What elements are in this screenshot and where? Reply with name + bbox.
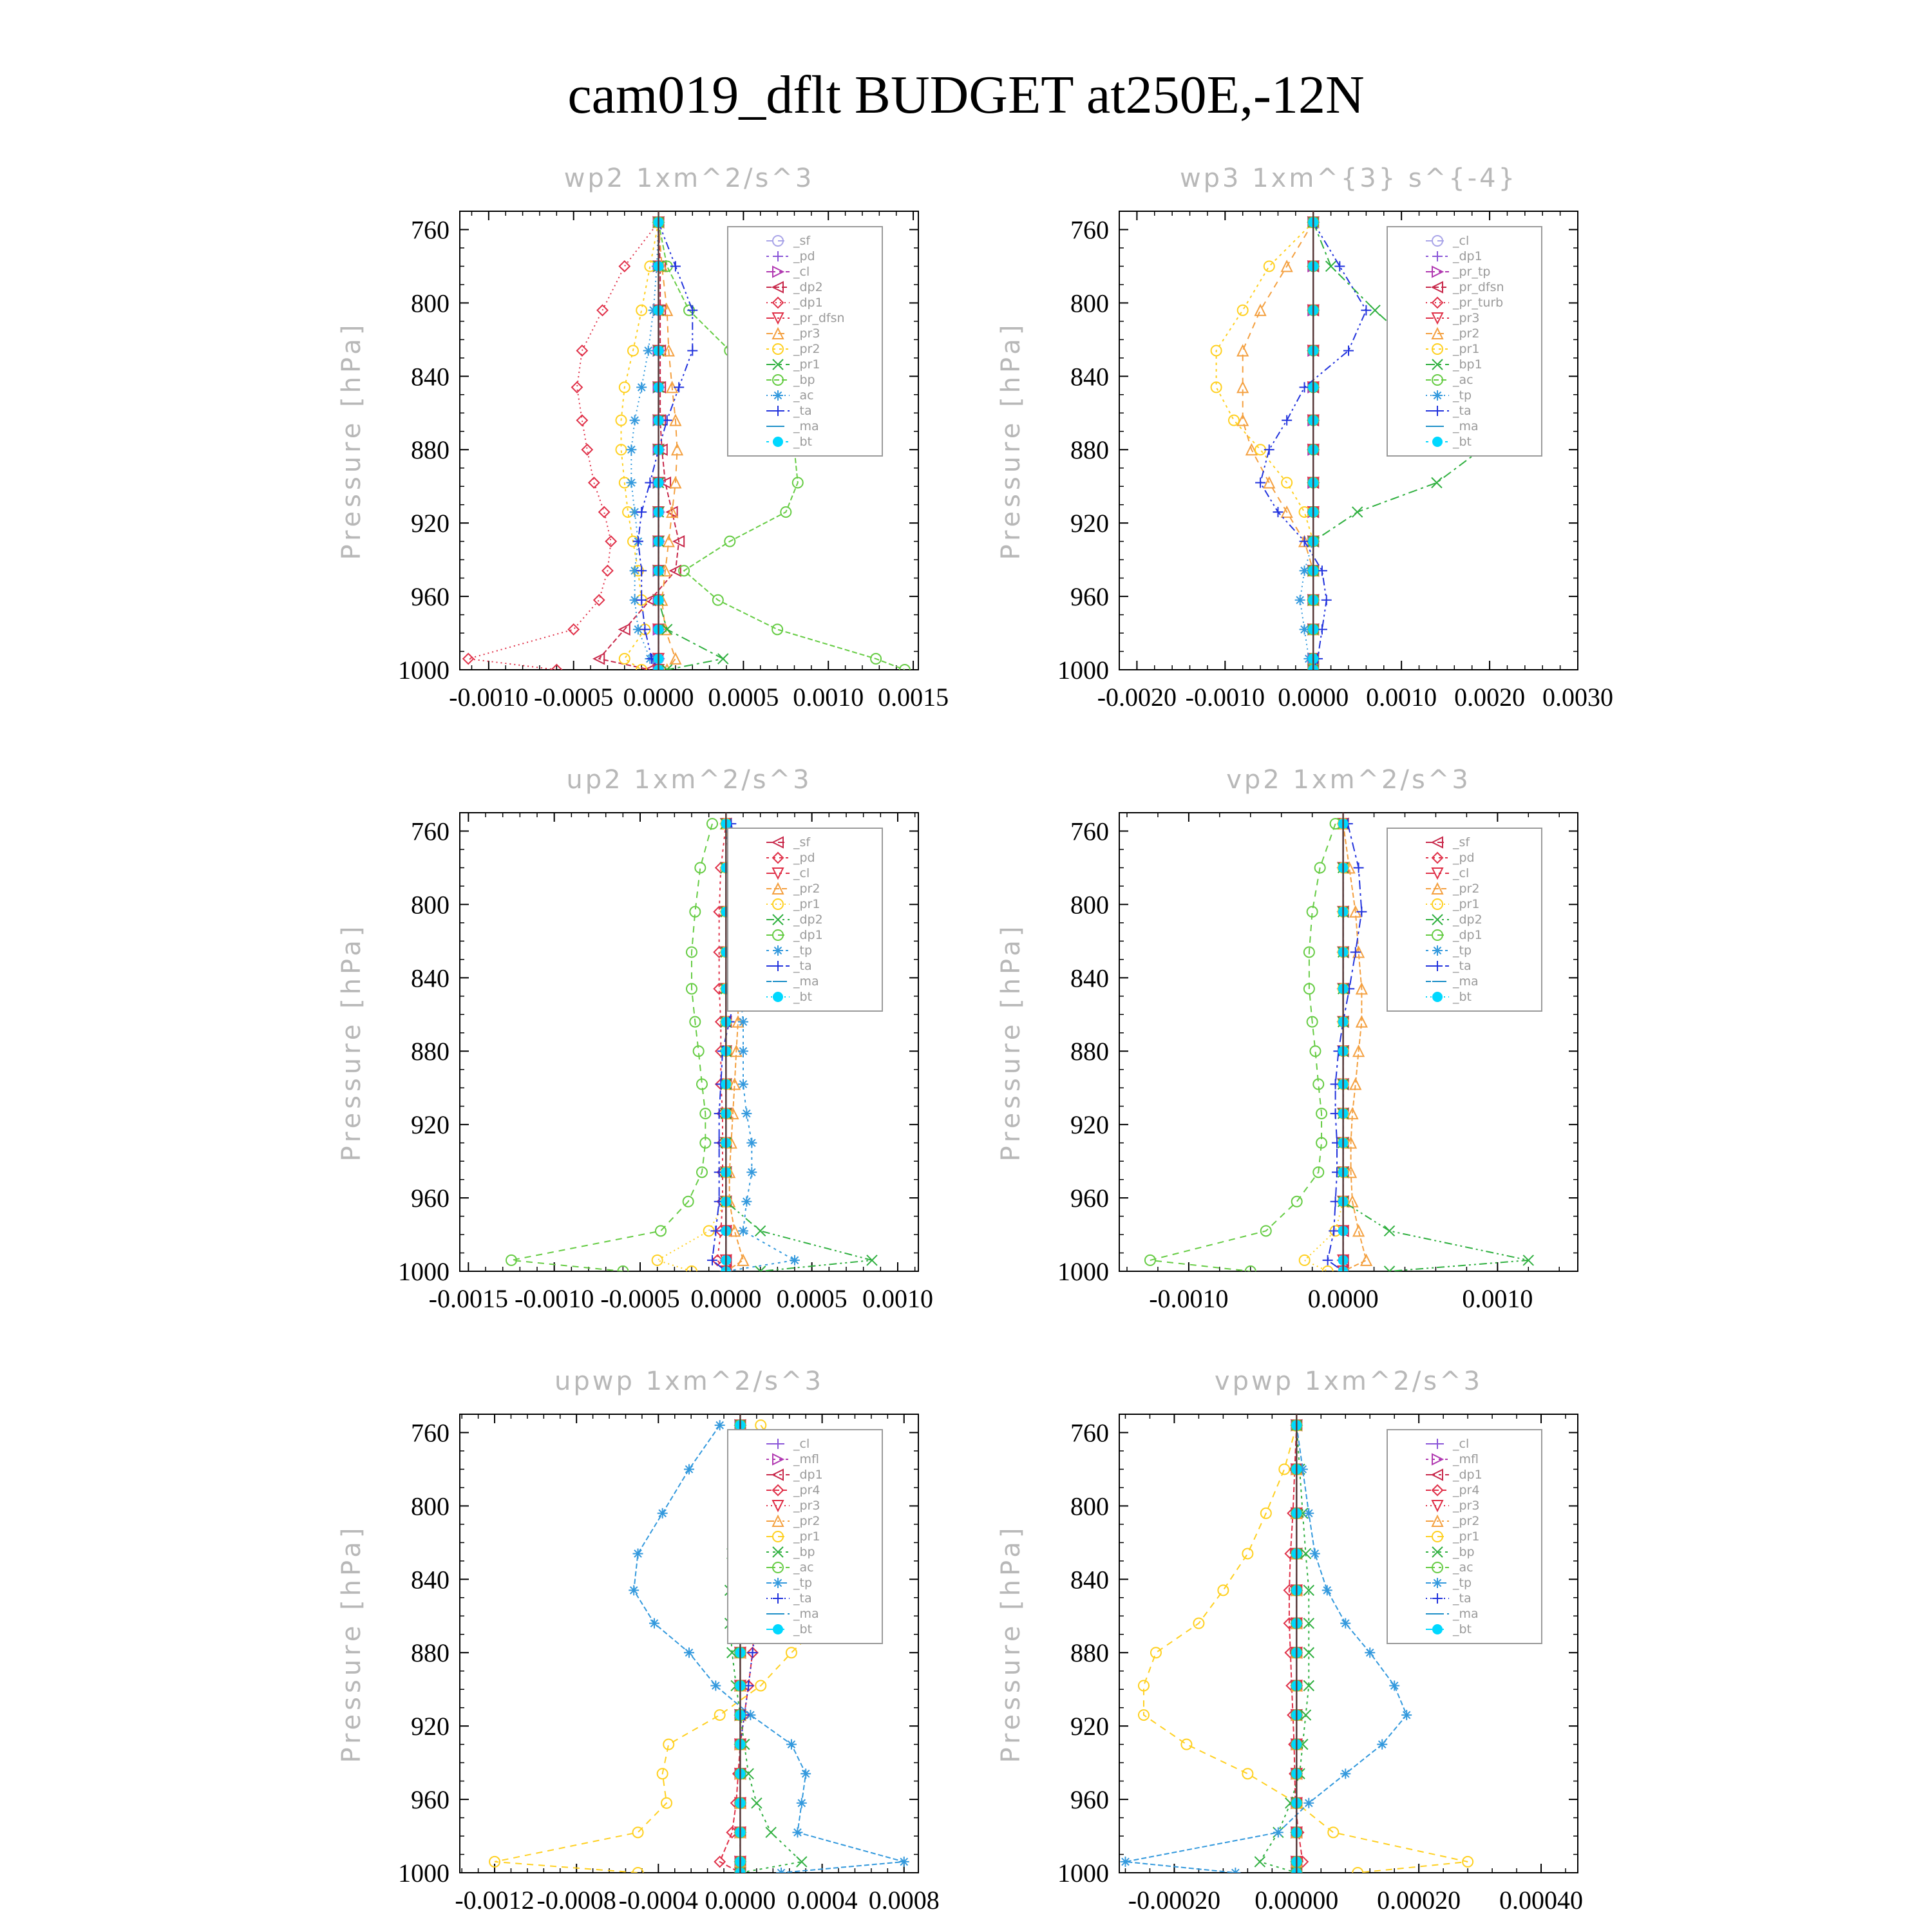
x-tick-label: 0.0020 (1454, 683, 1526, 712)
data-point (1354, 862, 1364, 873)
legend-marker (773, 945, 783, 956)
data-point (1323, 1255, 1333, 1265)
y-tick-label: 800 (1070, 289, 1109, 318)
x-tick-label: 0.00040 (1499, 1886, 1584, 1915)
data-point (899, 1857, 909, 1867)
legend-label: _tp (793, 1576, 813, 1590)
legend-label: _bt (793, 435, 813, 449)
legend-label: _bp (793, 373, 815, 387)
data-point (738, 1046, 748, 1056)
legend-marker (773, 992, 783, 1002)
legend-label: _dp1 (793, 296, 823, 310)
panel-title: wp3 1xm^{3} s^{-4} (1179, 164, 1518, 193)
legend-label: _pr2 (1453, 1514, 1480, 1528)
y-tick-label: 800 (411, 289, 450, 318)
y-axis-label: Pressure [hPa] (996, 321, 1026, 560)
legend-label: _pr2 (1453, 882, 1480, 896)
y-axis-label: Pressure [hPa] (996, 1524, 1026, 1763)
data-point (1255, 478, 1265, 488)
data-point (1361, 1255, 1372, 1265)
legend-label: _mfl (1453, 1452, 1479, 1466)
data-point (1255, 305, 1265, 316)
data-point (626, 478, 636, 488)
legend-label: _dp1 (793, 1468, 823, 1482)
data-point (620, 654, 630, 664)
legend-label: _sf (1453, 835, 1470, 849)
data-point (1255, 444, 1265, 455)
data-point (1292, 1197, 1302, 1207)
data-point (738, 1255, 748, 1265)
legend-marker (773, 1578, 783, 1588)
y-tick-label: 1000 (398, 656, 450, 685)
y-tick-label: 760 (411, 215, 450, 245)
data-point (715, 1710, 725, 1720)
chart-panel-1 (337, 164, 949, 712)
data-point (786, 1647, 797, 1658)
data-point (738, 1226, 748, 1236)
legend-marker (773, 1624, 783, 1634)
data-point (755, 1226, 766, 1236)
x-tick-label: 0.0000 (1307, 1284, 1379, 1313)
data-point (658, 1508, 668, 1519)
data-point (1326, 261, 1336, 271)
panel-title: upwp 1xm^2/s^3 (554, 1367, 824, 1396)
data-point (797, 1798, 807, 1808)
x-tick-label: -0.0010 (1185, 683, 1265, 712)
x-tick-label: -0.0020 (1097, 683, 1177, 712)
data-point (741, 1197, 752, 1207)
legend-label: _pr1 (793, 357, 820, 372)
legend-label: _sf (793, 234, 811, 248)
legend-label: _pd (793, 249, 815, 263)
data-point (1432, 478, 1442, 488)
y-tick-label: 840 (411, 1565, 450, 1595)
y-tick-label: 800 (411, 1492, 450, 1521)
legend-label: _pr_turb (1453, 296, 1504, 310)
data-point (1218, 1585, 1228, 1595)
y-tick-label: 960 (1070, 1785, 1109, 1815)
legend-label: _ta (793, 1591, 812, 1605)
data-point (687, 345, 697, 355)
legend-label: _pr_dfsn (1453, 280, 1504, 294)
data-point (643, 345, 654, 355)
legend-label: _pr1 (1453, 342, 1480, 356)
legend-label: _dp2 (1453, 913, 1482, 927)
legend-label: _ma (793, 974, 819, 989)
y-tick-label: 1000 (1057, 1859, 1109, 1888)
data-point (718, 654, 728, 664)
y-tick-label: 960 (1070, 1184, 1109, 1213)
data-point (652, 1255, 663, 1265)
data-point (582, 444, 592, 455)
data-point (1229, 415, 1239, 426)
data-point (636, 382, 647, 392)
data-point (786, 1739, 797, 1750)
legend-label: _pr1 (1453, 1530, 1480, 1544)
chart-panel-4 (996, 765, 1578, 1313)
legend-label: _mfl (793, 1452, 819, 1466)
legend-label: _pr_tp (1453, 265, 1491, 279)
data-point (741, 1108, 752, 1119)
legend-label: _dp1 (1453, 928, 1482, 942)
data-point (599, 507, 609, 517)
legend-label: _pd (793, 851, 815, 865)
data-point (633, 1548, 643, 1558)
data-point (1329, 1226, 1339, 1236)
x-tick-label: -0.0005 (600, 1284, 680, 1313)
legend-label: _ta (1453, 1591, 1472, 1605)
legend-label: _pd (1453, 851, 1475, 865)
y-tick-label: 880 (1070, 1037, 1109, 1066)
y-tick-label: 920 (1070, 1712, 1109, 1741)
legend-label: _pr2 (793, 882, 820, 896)
chart-panel-5 (337, 1367, 940, 1915)
y-tick-label: 920 (1070, 1110, 1109, 1140)
x-tick-label: -0.0015 (428, 1284, 508, 1313)
legend-label: _ta (793, 959, 812, 973)
x-tick-label: 0.0008 (868, 1886, 940, 1915)
data-point (772, 624, 782, 634)
data-point (715, 1420, 725, 1430)
data-point (1242, 1548, 1253, 1558)
legend-label: _ma (1453, 974, 1479, 989)
data-point (738, 1017, 748, 1027)
x-tick-label: -0.0010 (449, 683, 529, 712)
y-tick-label: 880 (411, 1638, 450, 1668)
x-tick-label: 0.0000 (690, 1284, 762, 1313)
y-tick-label: 760 (1070, 1418, 1109, 1448)
legend-label: _ac (1453, 1560, 1473, 1575)
y-tick-label: 960 (1070, 582, 1109, 612)
legend-marker (1432, 992, 1443, 1002)
series-line-dp1 (511, 824, 712, 1271)
y-tick-label: 920 (1070, 509, 1109, 538)
legend-label: _bt (1453, 990, 1472, 1004)
series-line-dp1 (1150, 824, 1336, 1271)
data-point (746, 1167, 757, 1177)
legend-marker (773, 437, 783, 447)
data-point (752, 1798, 762, 1808)
x-tick-label: 0.0000 (1278, 683, 1349, 712)
data-point (670, 261, 681, 271)
x-tick-label: 0.0010 (793, 683, 864, 712)
legend-label: _sf (793, 835, 811, 849)
data-point (663, 1739, 674, 1750)
data-point (1300, 624, 1310, 634)
data-point (656, 1226, 666, 1236)
figure-title: cam019_dflt BUDGET at250E,-12N (567, 65, 1365, 125)
x-tick-label: 0.0000 (705, 1886, 776, 1915)
data-point (1321, 595, 1332, 605)
y-tick-label: 760 (411, 817, 450, 846)
y-tick-label: 880 (411, 1037, 450, 1066)
data-point (1389, 1681, 1399, 1691)
legend-label: _ma (793, 1607, 819, 1621)
data-point (674, 382, 684, 392)
x-tick-label: -0.00020 (1128, 1886, 1221, 1915)
data-point (1264, 261, 1274, 271)
y-tick-label: 800 (1070, 1492, 1109, 1521)
y-tick-label: 1000 (1057, 1257, 1109, 1286)
legend-label: _pr3 (793, 327, 820, 341)
legend-marker (1432, 390, 1443, 401)
y-tick-label: 880 (411, 435, 450, 465)
y-axis-label: Pressure [hPa] (337, 922, 366, 1162)
legend-label: _ma (793, 419, 819, 433)
y-tick-label: 840 (1070, 1565, 1109, 1595)
data-point (1334, 261, 1345, 271)
y-tick-label: 920 (411, 509, 450, 538)
legend-label: _pr3 (793, 1499, 820, 1513)
data-point (1303, 1508, 1314, 1519)
data-point (606, 536, 616, 547)
legend-label: _dp1 (1453, 1468, 1482, 1482)
y-tick-label: 840 (411, 963, 450, 993)
data-point (1181, 1739, 1191, 1750)
legend-label: _dp1 (1453, 249, 1482, 263)
legend-marker (1432, 1578, 1443, 1588)
data-point (1322, 1585, 1332, 1595)
legend-label: _tp (1453, 943, 1472, 958)
data-point (800, 1768, 811, 1779)
x-tick-label: 0.0030 (1542, 683, 1613, 712)
x-tick-label: -0.0004 (618, 1886, 698, 1915)
legend-label: _ma (1453, 1607, 1479, 1621)
data-point (1354, 1226, 1364, 1236)
legend-label: _pr2 (793, 342, 820, 356)
x-tick-label: 0.0010 (1462, 1284, 1533, 1313)
legend-label: _cl (793, 265, 810, 279)
data-point (792, 1827, 802, 1837)
data-point (1242, 1768, 1253, 1779)
legend-marker (1432, 1624, 1443, 1634)
data-point (1279, 1464, 1289, 1474)
y-tick-label: 760 (411, 1418, 450, 1448)
legend-label: _pr4 (1453, 1483, 1480, 1497)
panels (337, 164, 1613, 1915)
series-line-dp1 (468, 222, 658, 670)
data-point (670, 654, 681, 664)
x-tick-label: 0.0004 (786, 1886, 858, 1915)
legend-label: _bt (793, 1622, 813, 1636)
legend-label: _bp1 (1453, 357, 1482, 372)
legend-label: _tp (1453, 1576, 1472, 1590)
data-point (569, 624, 579, 634)
legend-marker (773, 390, 783, 401)
data-point (1356, 907, 1367, 917)
data-point (1295, 595, 1305, 605)
panel-title: vp2 1xm^2/s^3 (1226, 765, 1471, 795)
legend-label: _bt (793, 990, 813, 1004)
data-point (636, 305, 647, 316)
legend-label: _pr3 (1453, 1499, 1480, 1513)
y-tick-label: 840 (1070, 362, 1109, 392)
series-line-pr1 (658, 824, 726, 1271)
data-point (629, 1585, 639, 1595)
y-tick-label: 960 (411, 1184, 450, 1213)
data-point (620, 261, 630, 271)
y-axis-label: Pressure [hPa] (996, 922, 1026, 1162)
x-tick-label: 0.0000 (623, 683, 694, 712)
y-tick-label: 760 (1070, 215, 1109, 245)
legend-label: _pr1 (1453, 897, 1480, 911)
data-point (1255, 1857, 1265, 1867)
series-line-tp (1125, 1425, 1406, 1873)
y-tick-label: 920 (411, 1712, 450, 1741)
data-point (1385, 1226, 1395, 1236)
legend-label: _bt (1453, 435, 1472, 449)
legend-label: _bp (793, 1545, 815, 1559)
y-tick-label: 840 (1070, 963, 1109, 993)
legend-label: _dp2 (793, 280, 823, 294)
y-tick-label: 1000 (398, 1257, 450, 1286)
data-point (1303, 1647, 1314, 1658)
legend-label: _ta (793, 404, 812, 418)
x-tick-label: 0.0005 (776, 1284, 848, 1313)
data-point (1282, 415, 1292, 426)
legend-label: _ac (793, 388, 814, 402)
legend-label: _ta (1453, 959, 1472, 973)
data-point (1273, 1827, 1283, 1837)
legend-label: _pr3 (1453, 311, 1480, 325)
legend-label: _tp (1453, 388, 1472, 402)
data-point (630, 415, 640, 426)
legend-marker (1432, 945, 1443, 956)
data-point (1401, 1710, 1412, 1720)
data-point (687, 305, 697, 316)
data-point (1328, 1827, 1338, 1837)
data-point (1352, 507, 1363, 517)
legend-label: _cl (793, 1437, 810, 1451)
y-tick-label: 760 (1070, 817, 1109, 846)
x-tick-label: 0.0010 (1366, 683, 1437, 712)
legend-label: _bp (1453, 1545, 1475, 1559)
data-point (1230, 1868, 1240, 1878)
data-point (1151, 1647, 1161, 1658)
legend-label: _pr_dfsn (793, 311, 845, 325)
legend-label: _pr2 (1453, 327, 1480, 341)
legend-label: _ta (1453, 404, 1472, 418)
legend-label: _tp (793, 943, 813, 958)
data-point (748, 1647, 758, 1658)
data-point (463, 654, 473, 664)
data-point (626, 444, 636, 455)
legend-label: _pr1 (793, 897, 820, 911)
data-point (746, 1138, 757, 1148)
legend-label: _ac (1453, 373, 1473, 387)
y-tick-label: 920 (411, 1110, 450, 1140)
legend-label: _pr1 (793, 1530, 820, 1544)
panel-title: wp2 1xm^2/s^3 (564, 164, 815, 193)
data-point (1300, 565, 1310, 576)
data-point (1310, 1548, 1320, 1558)
x-tick-label: -0.0005 (534, 683, 614, 712)
y-tick-label: 800 (411, 890, 450, 920)
y-axis-label: Pressure [hPa] (337, 1524, 366, 1763)
data-point (589, 478, 599, 488)
legend-label: _cl (1453, 234, 1470, 248)
legend-label: _cl (1453, 866, 1470, 880)
x-tick-label: -0.0010 (1149, 1284, 1229, 1313)
data-point (1273, 507, 1283, 517)
y-tick-label: 1000 (1057, 656, 1109, 685)
x-tick-label: 0.0005 (708, 683, 779, 712)
data-point (1264, 444, 1274, 455)
data-point (1361, 305, 1371, 316)
data-point (766, 1827, 776, 1837)
y-tick-label: 800 (1070, 890, 1109, 920)
panel-title: up2 1xm^2/s^3 (566, 765, 812, 795)
x-tick-label: 0.00020 (1377, 1886, 1461, 1915)
chart-panel-2 (996, 164, 1613, 712)
data-point (1370, 305, 1380, 316)
legend-label: _dp1 (793, 928, 823, 942)
data-point (572, 382, 582, 392)
legend-label: _ac (793, 1560, 814, 1575)
legend-label: _cl (1453, 1437, 1470, 1451)
chart-panel-3 (337, 765, 933, 1313)
y-tick-label: 960 (411, 582, 450, 612)
data-point (1365, 1647, 1375, 1658)
panel-title: vpwp 1xm^2/s^3 (1214, 1367, 1483, 1396)
data-point (867, 1255, 877, 1265)
x-tick-label: 0.0010 (862, 1284, 933, 1313)
y-tick-label: 880 (1070, 1638, 1109, 1668)
data-point (684, 1647, 694, 1658)
data-point (1238, 305, 1248, 316)
x-tick-label: -0.0010 (515, 1284, 594, 1313)
y-tick-label: 960 (411, 1785, 450, 1815)
legend-label: _cl (793, 866, 810, 880)
data-point (776, 1868, 786, 1878)
y-axis-label: Pressure [hPa] (337, 321, 366, 560)
x-tick-label: 0.0015 (878, 683, 949, 712)
legend-label: _dp2 (793, 913, 823, 927)
y-tick-label: 880 (1070, 435, 1109, 465)
legend-marker (1432, 437, 1443, 447)
x-tick-label: -0.0008 (536, 1886, 616, 1915)
x-tick-label: -0.0012 (455, 1886, 535, 1915)
legend-label: _pr2 (793, 1514, 820, 1528)
legend-label: _bt (1453, 1622, 1472, 1636)
y-tick-label: 840 (411, 362, 450, 392)
data-point (1238, 345, 1248, 355)
chart-panel-6 (996, 1367, 1583, 1915)
legend-label: _pr4 (793, 1483, 820, 1497)
x-tick-label: 0.00000 (1255, 1886, 1339, 1915)
data-point (1300, 1255, 1310, 1265)
data-point (633, 1827, 643, 1837)
series-line-pr1 (1305, 824, 1343, 1271)
data-point (1120, 1857, 1130, 1867)
data-point (738, 1079, 748, 1090)
y-tick-label: 1000 (398, 1859, 450, 1888)
data-point (790, 1255, 800, 1265)
data-point (684, 1464, 694, 1474)
legend-label: _ma (1453, 419, 1479, 433)
